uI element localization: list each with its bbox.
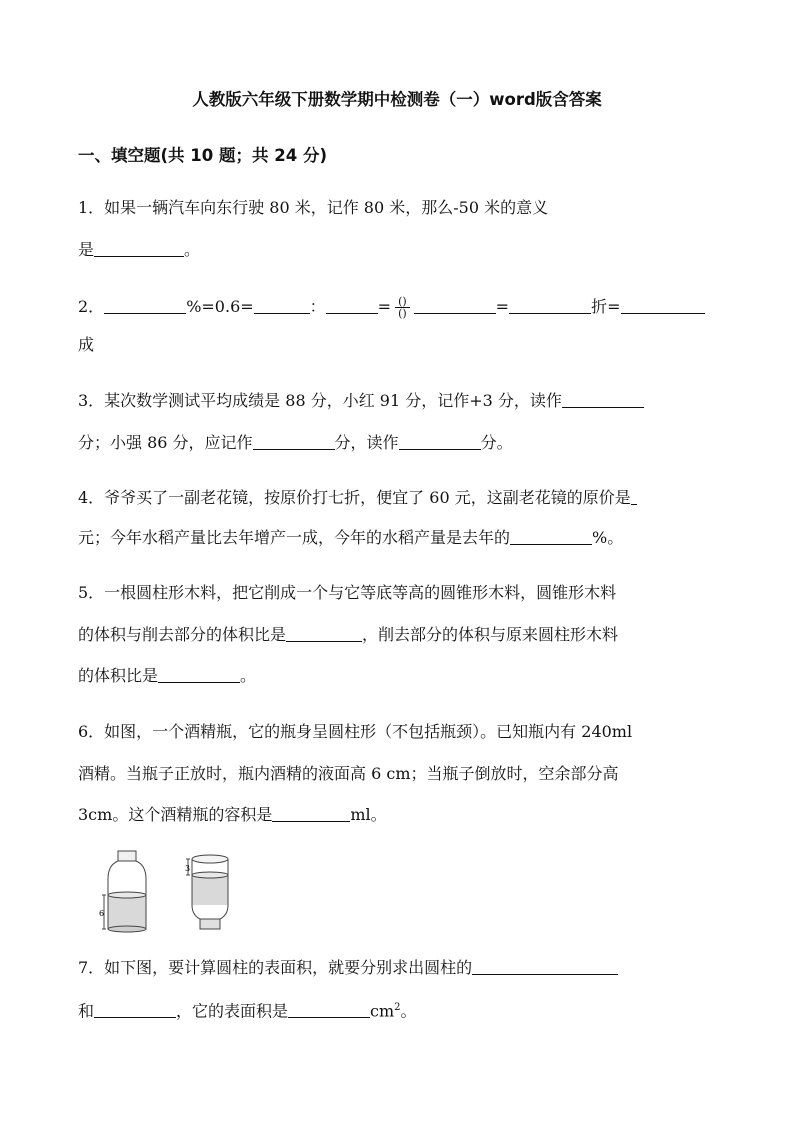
q7-blank-area[interactable] (288, 1001, 370, 1018)
q1-text: 是 (78, 240, 95, 259)
q7-unit-superscript: 2 (394, 1002, 401, 1013)
q3-line-2 (78, 433, 513, 453)
q7-end: 。 (400, 1001, 417, 1021)
q1-line-1: 1．如果一辆汽车向东行驶 80 米，记作 80 米，那么-50 米的意义 (78, 198, 549, 217)
q4-line-2 (78, 528, 623, 548)
q7-text-2b: ，它的表面积是 (176, 1001, 289, 1021)
q7-blank-2[interactable] (94, 1001, 176, 1018)
fig-label-6: 6 (99, 909, 105, 918)
q5-line-3 (78, 666, 256, 686)
q2-blank-decimal[interactable] (414, 297, 496, 314)
fraction-denominator: () (398, 307, 407, 320)
page-title: 人教版六年级下册数学期中检测卷（一）word版含答案 (192, 90, 602, 109)
q4-line-1 (78, 488, 637, 508)
q4-text: 4．爷爷买了一副老花镜，按原价打七折，便宜了 60 元，这副老花镜的原价是 (78, 488, 631, 507)
q1-line-2 (78, 240, 200, 260)
q3-blank-read[interactable] (562, 391, 644, 408)
q2-zhe: 折= (591, 297, 621, 316)
q3-text-2a: 分；小强 86 分，应记作 (78, 433, 253, 452)
q2-blank-cheng[interactable] (621, 297, 705, 314)
fraction-numerator: () (395, 296, 410, 308)
q4-blank-price[interactable] (631, 488, 637, 505)
bottle-figure (100, 847, 250, 935)
q5-text-2b: ，削去部分的体积与原来圆柱形木料 (362, 625, 619, 644)
q5-text-3a: 的体积比是 (78, 666, 159, 685)
q7-text-2a: 和 (78, 1001, 95, 1021)
q2-blank-zhe[interactable] (509, 297, 591, 314)
q3-blank-record[interactable] (253, 433, 335, 450)
q3-text: 3．某次数学测试平均成绩是 88 分，小红 91 分，记作+3 分，读作 (78, 391, 562, 410)
q2-fraction[interactable] (395, 296, 410, 319)
q6-line-2: 酒精。当瓶子正放时，瓶内酒精的液面高 6 cm；当瓶子倒放时，空余部分高 (78, 764, 619, 783)
fig-label-3: 3 (185, 864, 191, 873)
inverted-bottle-icon (186, 855, 228, 929)
q3-text-2c: 分。 (480, 433, 513, 452)
q4-blank-percent[interactable] (510, 528, 592, 545)
q2-label: 2． (78, 297, 105, 316)
q7-text: 7．如下图，要计算圆柱的表面积，就要分别求出圆柱的 (78, 958, 473, 977)
q2-eq: = (377, 297, 392, 316)
q1-end: 。 (184, 240, 201, 259)
q1-blank[interactable] (94, 240, 184, 257)
q5-line-2 (78, 625, 618, 645)
q3-blank-read-2[interactable] (399, 433, 481, 450)
q4-text-2b: %。 (592, 528, 624, 547)
upright-bottle-icon (102, 851, 146, 932)
q3-line-1 (78, 391, 644, 411)
q7-unit: cm (370, 1001, 395, 1021)
q5-blank-ratio-2[interactable] (158, 666, 240, 683)
q5-text-3b: 。 (240, 666, 257, 685)
q6-line-1: 6．如图，一个酒精瓶，它的瓶身呈圆柱形（不包括瓶颈）。已知瓶内有 240ml (78, 722, 633, 741)
q2-text-b: %=0.6= (186, 297, 254, 316)
q7-line-2 (78, 998, 417, 1021)
q2-blank-ratio-a[interactable] (254, 297, 310, 314)
q4-text-2a: 元；今年水稻产量比去年增产一成，今年的水稻产量是去年的 (78, 528, 511, 547)
q5-blank-ratio-1[interactable] (286, 625, 362, 642)
q2-blank-percent[interactable] (104, 297, 186, 314)
q5-text-2a: 的体积与削去部分的体积比是 (78, 625, 287, 644)
section-heading: 一、填空题(共 10 题；共 24 分) (78, 146, 327, 165)
q5-line-1: 5．一根圆柱形木料，把它削成一个与它等底等高的圆锥形木料，圆锥形木料 (78, 583, 617, 602)
q2-colon: ： (309, 297, 326, 316)
q6-blank-volume[interactable] (272, 805, 350, 822)
q6-line-3 (78, 805, 387, 825)
q2-blank-ratio-b[interactable] (326, 297, 378, 314)
q2-eq-2: = (495, 297, 510, 316)
q2-line-2: 成 (78, 335, 95, 354)
q3-text-2b: 分，读作 (334, 433, 399, 452)
q6-text-3a: 3cm。这个酒精瓶的容积是 (78, 805, 273, 824)
q6-end: 。 (370, 805, 387, 824)
q7-blank-1[interactable] (472, 958, 618, 975)
q2-line-1 (78, 296, 705, 319)
q7-line-1 (78, 958, 618, 978)
q6-unit: ml (350, 805, 371, 824)
